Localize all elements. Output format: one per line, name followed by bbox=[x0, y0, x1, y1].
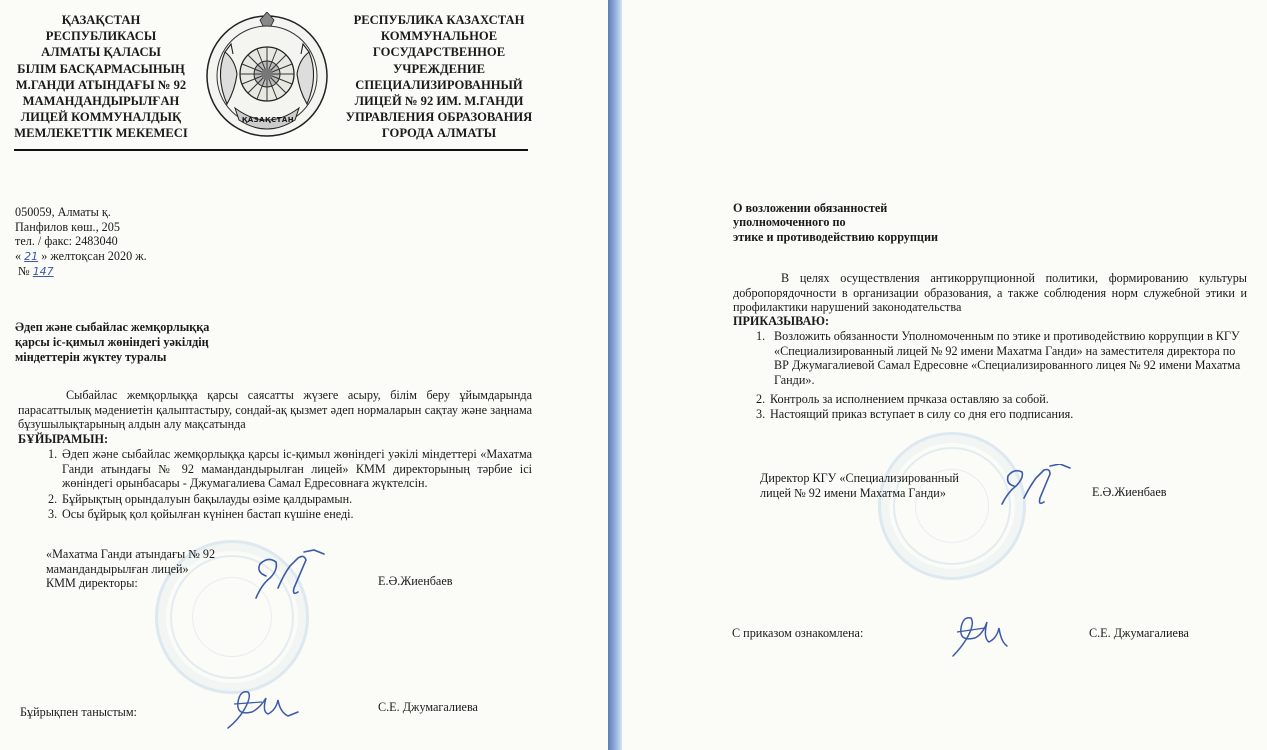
header-kz-line: АЛМАТЫ ҚАЛАСЫ bbox=[41, 45, 161, 60]
signer-line: мамандандырылған лицей» bbox=[46, 561, 189, 576]
order-item-text: Возложить обязанности Уполномоченным по этике и противодействию коррупции в КГУ «Специализированный лицей № 92 имени Махатма Ганди» на заместителя директора по ВР Джумагалиевой Самал Едресовне «Специализированного лицея № 92 имени Махатма Ганди». bbox=[774, 329, 1241, 387]
order-item bbox=[48, 447, 532, 491]
header-ru-line: ГОСУДАРСТВЕННОЕ bbox=[372, 45, 506, 60]
order-item-text: Бұйрықтың орындалуын бақылауды өзіме қалдырамын. bbox=[62, 491, 353, 506]
date-rest: » желтоқсан 2020 ж. bbox=[41, 248, 147, 263]
header-ru-line: УПРАВЛЕНИЯ ОБРАЗОВАНИЯ bbox=[345, 110, 533, 125]
order-item bbox=[756, 407, 1249, 422]
order-item-text: Контроль за исполнением прчказа оставляю за собой. bbox=[770, 392, 1049, 407]
header-ru-line: КОММУНАЛЬНОЕ bbox=[380, 29, 498, 44]
kazakhstan-emblem-icon bbox=[205, 12, 330, 140]
document-title-ru bbox=[733, 201, 1053, 244]
order-word-ru: ПРИКАЗЫВАЮ: bbox=[733, 314, 830, 328]
header-ru-line: СПЕЦИАЛИЗИРОВАННЫЙ bbox=[355, 77, 523, 92]
header-ru-line: РЕСПУБЛИКА КАЗАХСТАН bbox=[353, 13, 525, 27]
header-ru-line: ГОРОДА АЛМАТЫ bbox=[381, 126, 497, 141]
header-ru-line: УЧРЕЖДЕНИЕ bbox=[392, 61, 486, 76]
document-page-kazakh bbox=[0, 0, 608, 750]
order-item bbox=[48, 492, 532, 507]
order-item-number: 3. bbox=[756, 406, 766, 421]
emblem-text: ҚАЗАҚСТАН bbox=[241, 116, 295, 124]
address-line: тел. / факс: 2483040 bbox=[15, 234, 118, 249]
order-item bbox=[756, 329, 1249, 387]
document-title-kz bbox=[15, 320, 275, 364]
header-divider bbox=[14, 149, 528, 151]
title-line: Әдеп және сыбайлас жемқорлыққа bbox=[15, 320, 210, 334]
header-ru-line: ЛИЦЕЙ № 92 ИМ. М.ГАНДИ bbox=[354, 94, 524, 109]
number-handwritten: 147 bbox=[32, 265, 54, 279]
order-item-text: Әдеп және сыбайлас жемқорлыққа қарсы іс-қимыл жөніндегі уәкілі міндеттері «Махатма Ганди атындағы № 92 мамандандырылған лицей» КММ директорының тәрбие ісі жөніндегі орынбасары - Джумагалиева Самал Едресовнаға жүктелсін. bbox=[62, 447, 532, 491]
signer-line: лицей № 92 имени Махатма Ганди» bbox=[760, 485, 946, 500]
header-kz-line: М.ГАНДИ АТЫНДАҒЫ № 92 bbox=[15, 77, 187, 92]
signer-name-kz: Е.Ә.Жиенбаев bbox=[378, 574, 453, 588]
header-kz-line: ҚАЗАҚСТАН bbox=[61, 13, 141, 27]
order-item-number: 3. bbox=[48, 507, 58, 522]
order-item-number: 2. bbox=[48, 491, 58, 506]
order-item bbox=[756, 392, 1249, 407]
header-kazakh-block bbox=[12, 12, 190, 142]
title-line: міндеттерін жүктеу туралы bbox=[15, 349, 167, 364]
header-kz-line: БІЛІМ БАСҚАРМАСЫНЫҢ bbox=[17, 61, 185, 76]
preamble-paragraph-kz: Сыбайлас жемқорлыққа қарсы саясатты жүзеге асыру, білім беру ұйымдарында парасаттылық мәдениетін қалыптастыру, сондай-ақ қызмет әдеп нормаларын сақтау және заңнама бұзушылықтарының алдын алу мақсатында bbox=[18, 388, 532, 432]
page-gutter-divider bbox=[608, 0, 622, 750]
signer-block-ru bbox=[760, 471, 1020, 500]
header-kz-line: РЕСПУБЛИКАСЫ bbox=[45, 29, 157, 44]
acknowledgement-name-ru: С.Е. Джумагалиева bbox=[1089, 626, 1189, 640]
title-line: қарсы іс-қимыл жөніндегі уәкілдің bbox=[15, 334, 209, 349]
acknowledgement-label-kz: Бұйрықпен таныстым: bbox=[20, 705, 137, 719]
header-kz-line: МЕМЛЕКЕТТІК МЕКЕМЕСІ bbox=[14, 126, 188, 141]
acknowledgement-label-ru: С приказом ознакомлена: bbox=[732, 626, 864, 640]
acknowledgement-name-kz: С.Е. Джумагалиева bbox=[378, 700, 478, 714]
order-item-number: 1. bbox=[756, 329, 766, 343]
header-kz-line: МАМАНДАНДЫРЫЛҒАН bbox=[22, 94, 180, 109]
date-line bbox=[15, 249, 235, 265]
document-page-russian bbox=[622, 0, 1267, 750]
address-line: Панфилов көш., 205 bbox=[15, 219, 120, 234]
order-word-kz: БҰЙЫРАМЫН: bbox=[18, 432, 109, 446]
order-item-number: 1. bbox=[48, 447, 58, 461]
signer-block-kz bbox=[46, 547, 266, 591]
number-prefix: № bbox=[18, 264, 30, 279]
signer-line: «Махатма Ганди атындағы № 92 bbox=[46, 547, 216, 561]
order-items-ru bbox=[756, 329, 1249, 422]
title-line: уполномоченного по bbox=[733, 215, 846, 230]
address-block bbox=[15, 205, 235, 280]
header-russian-block bbox=[340, 12, 538, 142]
acknowledgement-signature bbox=[222, 682, 302, 734]
title-line: О возложении обязанностей bbox=[733, 201, 888, 215]
date-day-handwritten: 21 bbox=[24, 249, 39, 263]
acknowledgement-signature bbox=[947, 608, 1013, 662]
director-signature bbox=[996, 464, 1076, 510]
title-line: этике и противодействию коррупции bbox=[733, 229, 938, 244]
order-items-kz bbox=[48, 447, 532, 522]
order-item bbox=[48, 507, 532, 522]
preamble-paragraph-ru: В целях осуществления антикоррупционной политики, формированию культуры добропорядочности в организации образования, а также соблюдения норм служебной этики и профилактики нарушений законодательства bbox=[733, 271, 1247, 315]
order-item-text: Осы бұйрық қол қойылған күнінен бастап күшіне енеді. bbox=[62, 507, 354, 522]
date-open-quote: « bbox=[15, 248, 22, 263]
director-signature bbox=[248, 548, 330, 606]
address-line: 050059, Алматы қ. bbox=[15, 205, 111, 219]
order-item-number: 2. bbox=[756, 392, 766, 407]
number-line bbox=[15, 264, 235, 280]
signer-name-ru: Е.Ә.Жиенбаев bbox=[1092, 485, 1167, 499]
order-item-text: Настоящий приказ вступает в силу со дня его подписания. bbox=[770, 406, 1074, 421]
signer-line: Директор КГУ «Специализированный bbox=[760, 471, 959, 485]
header-kz-line: ЛИЦЕЙ КОММУНАЛДЫҚ bbox=[20, 110, 182, 125]
signer-line: КММ директоры: bbox=[46, 576, 138, 591]
